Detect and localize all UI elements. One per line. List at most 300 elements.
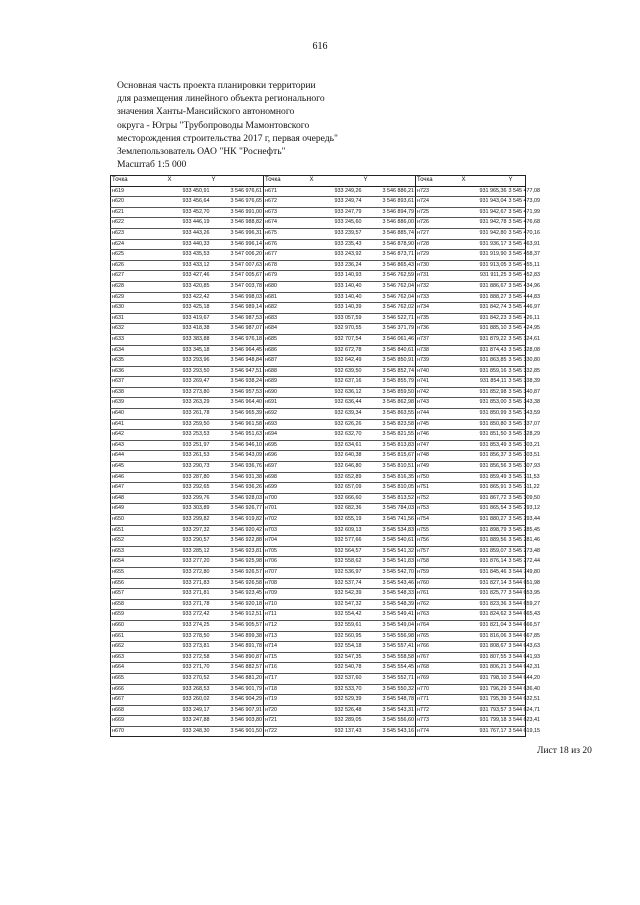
header-line: для размещения линейного объекта регионального bbox=[117, 93, 325, 105]
cell-x-1: 933 290,73 bbox=[167, 462, 211, 473]
cell-y-2: 3 546 762,59 bbox=[363, 271, 416, 282]
table-row bbox=[111, 292, 526, 303]
cell-x-3: 931 859,49 bbox=[461, 472, 508, 483]
cell-x-2: 932 564,57 bbox=[309, 546, 363, 557]
cell-y-3: 3 545 307,93 bbox=[508, 462, 526, 473]
cell-y-3: 3 545 303,21 bbox=[508, 440, 526, 451]
cell-x-2: 932 639,50 bbox=[309, 366, 363, 377]
cell-point-3: н725 bbox=[416, 207, 461, 218]
cell-x-2: 932 642,49 bbox=[309, 356, 363, 367]
cell-y-2: 3 545 810,51 bbox=[363, 462, 416, 473]
cell-point-3: н729 bbox=[416, 250, 461, 261]
cell-point-2: н699 bbox=[264, 483, 309, 494]
cell-point-2: н688 bbox=[264, 366, 309, 377]
cell-point-2: н672 bbox=[264, 197, 309, 208]
cell-x-3: 931 856,37 bbox=[461, 451, 508, 462]
cell-point-3: н726 bbox=[416, 218, 461, 229]
cell-y-2: 3 545 741,56 bbox=[363, 515, 416, 526]
cell-point-2: н690 bbox=[264, 387, 309, 398]
cell-point-1: н661 bbox=[111, 631, 167, 642]
cell-point-1: н623 bbox=[111, 228, 167, 239]
cell-y-3: 3 545 426,11 bbox=[508, 313, 526, 324]
cell-y-3: 3 545 328,08 bbox=[508, 345, 526, 356]
cell-x-3: 931 911,25 bbox=[461, 271, 508, 282]
cell-y-1: 3 546 961,58 bbox=[211, 419, 264, 430]
table-row bbox=[111, 620, 526, 631]
cell-point-2: н698 bbox=[264, 472, 309, 483]
cell-y-1: 3 546 976,65 bbox=[211, 197, 264, 208]
cell-y-1: 3 546 923,45 bbox=[211, 589, 264, 600]
cell-x-3: 931 806,21 bbox=[461, 663, 508, 674]
cell-point-1: н667 bbox=[111, 695, 167, 706]
cell-y-1: 3 546 919,82 bbox=[211, 515, 264, 526]
cell-point-3: н735 bbox=[416, 313, 461, 324]
cell-x-1: 933 422,42 bbox=[167, 292, 211, 303]
cell-x-1: 933 271,83 bbox=[167, 578, 211, 589]
cell-x-1: 933 274,25 bbox=[167, 620, 211, 631]
cell-y-3: 3 545 293,12 bbox=[508, 504, 526, 515]
cell-point-1: н668 bbox=[111, 705, 167, 716]
cell-point-3: н739 bbox=[416, 356, 461, 367]
cell-point-1: н650 bbox=[111, 515, 167, 526]
cell-point-1: н636 bbox=[111, 366, 167, 377]
cell-point-1: н638 bbox=[111, 387, 167, 398]
cell-y-3: 3 544 624,71 bbox=[508, 705, 526, 716]
cell-point-2: н680 bbox=[264, 281, 309, 292]
cell-x-3: 931 842,23 bbox=[461, 313, 508, 324]
cell-y-2: 3 546 061,46 bbox=[363, 334, 416, 345]
cell-y-3: 3 545 324,61 bbox=[508, 334, 526, 345]
cell-x-1: 933 260,02 bbox=[167, 695, 211, 706]
cell-x-1: 933 420,85 bbox=[167, 281, 211, 292]
cell-point-2: н710 bbox=[264, 599, 309, 610]
cell-y-3: 3 544 636,40 bbox=[508, 684, 526, 695]
table-row bbox=[111, 546, 526, 557]
cell-point-1: н663 bbox=[111, 652, 167, 663]
cell-y-3: 3 545 273,48 bbox=[508, 546, 526, 557]
page-number: 616 bbox=[312, 41, 328, 52]
cell-point-2: н683 bbox=[264, 313, 309, 324]
table-row bbox=[111, 303, 526, 314]
cell-x-1: 933 443,26 bbox=[167, 228, 211, 239]
cell-y-2: 3 545 543,16 bbox=[363, 726, 416, 737]
cell-point-1: н622 bbox=[111, 218, 167, 229]
cell-point-2: н671 bbox=[264, 186, 309, 197]
cell-x-2: 933 057,59 bbox=[309, 313, 363, 324]
cell-x-2: 932 289,05 bbox=[309, 716, 363, 727]
col-header-y-2: Y bbox=[363, 176, 416, 187]
cell-x-2: 933 140,93 bbox=[309, 271, 363, 282]
cell-y-2: 3 546 762,04 bbox=[363, 281, 416, 292]
col-header-y-3: Y bbox=[508, 176, 526, 187]
cell-x-3: 931 888,27 bbox=[461, 292, 508, 303]
cell-point-2: н720 bbox=[264, 705, 309, 716]
cell-y-3: 3 545 434,96 bbox=[508, 281, 526, 292]
cell-point-3: н760 bbox=[416, 578, 461, 589]
cell-point-2: н718 bbox=[264, 684, 309, 695]
cell-y-2: 3 545 813,52 bbox=[363, 493, 416, 504]
cell-x-1: 933 272,58 bbox=[167, 652, 211, 663]
cell-y-2: 3 546 886,00 bbox=[363, 218, 416, 229]
cell-y-3: 3 545 458,37 bbox=[508, 250, 526, 261]
table-row bbox=[111, 398, 526, 409]
table-row bbox=[111, 260, 526, 271]
cell-point-1: н626 bbox=[111, 260, 167, 271]
cell-y-2: 3 546 886,21 bbox=[363, 186, 416, 197]
col-header-x-3: X bbox=[461, 176, 508, 187]
cell-y-1: 3 546 957,53 bbox=[211, 387, 264, 398]
cell-point-3: н757 bbox=[416, 546, 461, 557]
cell-point-1: н649 bbox=[111, 504, 167, 515]
cell-x-2: 932 970,55 bbox=[309, 324, 363, 335]
cell-y-1: 3 546 923,81 bbox=[211, 546, 264, 557]
cell-x-3: 931 808,67 bbox=[461, 642, 508, 653]
table-row bbox=[111, 483, 526, 494]
table-row bbox=[111, 525, 526, 536]
cell-x-3: 931 842,74 bbox=[461, 303, 508, 314]
table-row bbox=[111, 599, 526, 610]
cell-x-1: 933 261,78 bbox=[167, 409, 211, 420]
cell-point-1: н644 bbox=[111, 451, 167, 462]
cell-point-3: н770 bbox=[416, 684, 461, 695]
cell-point-2: н689 bbox=[264, 377, 309, 388]
header-line: Основная часть проекта планировки территории bbox=[117, 80, 316, 91]
cell-y-3: 3 545 332,85 bbox=[508, 366, 526, 377]
cell-y-2: 3 545 558,58 bbox=[363, 652, 416, 663]
header-line: значения Ханты-Мансийского автономного bbox=[117, 106, 295, 118]
table-row bbox=[111, 239, 526, 250]
cell-x-1: 933 383,88 bbox=[167, 334, 211, 345]
cell-y-1: 3 546 901,50 bbox=[211, 726, 264, 737]
cell-y-1: 3 546 947,51 bbox=[211, 366, 264, 377]
cell-x-2: 933 249,26 bbox=[309, 186, 363, 197]
cell-y-3: 3 545 338,39 bbox=[508, 377, 526, 388]
cell-x-3: 931 852,98 bbox=[461, 387, 508, 398]
cell-y-3: 3 544 619,15 bbox=[508, 726, 526, 737]
cell-x-3: 931 880,27 bbox=[461, 515, 508, 526]
cell-point-3: н734 bbox=[416, 303, 461, 314]
cell-point-1: н642 bbox=[111, 430, 167, 441]
cell-point-2: н673 bbox=[264, 207, 309, 218]
cell-y-3: 3 545 477,08 bbox=[508, 186, 526, 197]
cell-x-3: 931 856,56 bbox=[461, 462, 508, 473]
cell-x-1: 933 427,46 bbox=[167, 271, 211, 282]
table-row bbox=[111, 493, 526, 504]
cell-point-3: н761 bbox=[416, 589, 461, 600]
cell-point-1: н652 bbox=[111, 536, 167, 547]
cell-x-2: 932 537,74 bbox=[309, 578, 363, 589]
cell-point-3: н751 bbox=[416, 483, 461, 494]
cell-x-1: 933 259,50 bbox=[167, 419, 211, 430]
cell-point-2: н695 bbox=[264, 440, 309, 451]
cell-y-1: 3 546 948,84 bbox=[211, 356, 264, 367]
cell-y-2: 3 545 859,50 bbox=[363, 387, 416, 398]
cell-point-2: н702 bbox=[264, 515, 309, 526]
cell-point-2: н716 bbox=[264, 663, 309, 674]
cell-x-3: 931 859,07 bbox=[461, 546, 508, 557]
cell-x-1: 933 278,50 bbox=[167, 631, 211, 642]
cell-y-1: 3 546 936,76 bbox=[211, 462, 264, 473]
cell-point-3: н759 bbox=[416, 567, 461, 578]
cell-point-3: н732 bbox=[416, 281, 461, 292]
cell-point-3: н740 bbox=[416, 366, 461, 377]
cell-y-3: 3 544 659,27 bbox=[508, 599, 526, 610]
cell-x-2: 932 682,36 bbox=[309, 504, 363, 515]
table-row bbox=[111, 250, 526, 261]
cell-point-3: н768 bbox=[416, 663, 461, 674]
cell-y-1: 3 546 881,20 bbox=[211, 673, 264, 684]
header-line: месторождения строительства 2017 г, первая очередь" bbox=[117, 132, 338, 144]
table-row bbox=[111, 377, 526, 388]
cell-x-2: 932 636,44 bbox=[309, 398, 363, 409]
cell-y-1: 3 546 965,39 bbox=[211, 409, 264, 420]
cell-x-1: 933 271,78 bbox=[167, 599, 211, 610]
cell-x-2: 932 529,39 bbox=[309, 695, 363, 706]
cell-x-2: 932 640,38 bbox=[309, 451, 363, 462]
cell-x-1: 933 433,12 bbox=[167, 260, 211, 271]
cell-x-2: 932 637,16 bbox=[309, 377, 363, 388]
cell-x-2: 933 249,74 bbox=[309, 197, 363, 208]
cell-point-3: н762 bbox=[416, 599, 461, 610]
cell-y-1: 3 546 920,42 bbox=[211, 525, 264, 536]
table-row bbox=[111, 324, 526, 335]
cell-y-1: 3 546 964,40 bbox=[211, 398, 264, 409]
cell-x-3: 931 885,10 bbox=[461, 324, 508, 335]
cell-point-3: н741 bbox=[416, 377, 461, 388]
cell-x-1: 933 273,81 bbox=[167, 642, 211, 653]
cell-point-3: н733 bbox=[416, 292, 461, 303]
cell-x-3: 931 898,79 bbox=[461, 525, 508, 536]
cell-y-2: 3 545 823,58 bbox=[363, 419, 416, 430]
cell-y-3: 3 545 328,29 bbox=[508, 430, 526, 441]
cell-y-1: 3 546 987,07 bbox=[211, 324, 264, 335]
cell-point-2: н711 bbox=[264, 610, 309, 621]
cell-x-1: 933 419,67 bbox=[167, 313, 211, 324]
cell-x-2: 932 577,66 bbox=[309, 536, 363, 547]
cell-point-1: н639 bbox=[111, 398, 167, 409]
cell-x-3: 931 874,43 bbox=[461, 345, 508, 356]
cell-x-1: 933 271,81 bbox=[167, 589, 211, 600]
cell-x-3: 931 824,62 bbox=[461, 610, 508, 621]
cell-x-3: 931 863,85 bbox=[461, 356, 508, 367]
cell-y-2: 3 546 865,43 bbox=[363, 260, 416, 271]
cell-point-2: н717 bbox=[264, 673, 309, 684]
cell-point-3: н774 bbox=[416, 726, 461, 737]
cell-point-1: н641 bbox=[111, 419, 167, 430]
table-row bbox=[111, 228, 526, 239]
cell-y-2: 3 546 873,71 bbox=[363, 250, 416, 261]
cell-x-2: 932 646,80 bbox=[309, 462, 363, 473]
cell-x-2: 932 609,13 bbox=[309, 525, 363, 536]
cell-x-1: 933 285,12 bbox=[167, 546, 211, 557]
cell-y-3: 3 545 471,99 bbox=[508, 207, 526, 218]
table-row bbox=[111, 281, 526, 292]
cell-point-1: н635 bbox=[111, 356, 167, 367]
cell-point-3: н727 bbox=[416, 228, 461, 239]
cell-x-1: 933 293,50 bbox=[167, 366, 211, 377]
cell-point-3: н724 bbox=[416, 197, 461, 208]
table-row bbox=[111, 610, 526, 621]
cell-x-1: 933 269,47 bbox=[167, 377, 211, 388]
cell-y-1: 3 546 891,78 bbox=[211, 642, 264, 653]
cell-x-2: 933 235,43 bbox=[309, 239, 363, 250]
cell-y-2: 3 545 548,39 bbox=[363, 599, 416, 610]
table-row bbox=[111, 536, 526, 547]
cell-point-2: н722 bbox=[264, 726, 309, 737]
cell-y-2: 3 545 543,46 bbox=[363, 578, 416, 589]
cell-x-3: 931 919,90 bbox=[461, 250, 508, 261]
cell-point-3: н756 bbox=[416, 536, 461, 547]
cell-y-3: 3 545 311,53 bbox=[508, 472, 526, 483]
table-row bbox=[111, 462, 526, 473]
cell-point-2: н696 bbox=[264, 451, 309, 462]
cell-y-2: 3 545 550,32 bbox=[363, 684, 416, 695]
cell-x-2: 932 558,62 bbox=[309, 557, 363, 568]
cell-y-3: 3 545 272,44 bbox=[508, 557, 526, 568]
cell-y-3: 3 545 446,97 bbox=[508, 303, 526, 314]
cell-y-3: 3 544 665,43 bbox=[508, 610, 526, 621]
cell-point-1: н643 bbox=[111, 440, 167, 451]
cell-y-1: 3 546 987,53 bbox=[211, 313, 264, 324]
cell-x-1: 933 293,96 bbox=[167, 356, 211, 367]
cell-y-1: 3 546 920,18 bbox=[211, 599, 264, 610]
cell-y-1: 3 547 006,20 bbox=[211, 250, 264, 261]
table-row bbox=[111, 366, 526, 377]
cell-x-2: 933 245,60 bbox=[309, 218, 363, 229]
cell-x-2: 933 140,40 bbox=[309, 292, 363, 303]
cell-point-2: н687 bbox=[264, 356, 309, 367]
cell-x-3: 931 798,10 bbox=[461, 673, 508, 684]
cell-point-3: н723 bbox=[416, 186, 461, 197]
table-row bbox=[111, 334, 526, 345]
cell-y-1: 3 546 912,51 bbox=[211, 610, 264, 621]
cell-x-3: 931 886,67 bbox=[461, 281, 508, 292]
cell-x-2: 932 547,32 bbox=[309, 599, 363, 610]
cell-y-2: 3 545 850,91 bbox=[363, 356, 416, 367]
cell-y-2: 3 546 885,74 bbox=[363, 228, 416, 239]
cell-x-2: 932 655,19 bbox=[309, 515, 363, 526]
cell-y-1: 3 546 926,77 bbox=[211, 504, 264, 515]
cell-y-1: 3 546 899,38 bbox=[211, 631, 264, 642]
cell-point-1: н659 bbox=[111, 610, 167, 621]
cell-y-2: 3 545 852,74 bbox=[363, 366, 416, 377]
cell-point-1: н670 bbox=[111, 726, 167, 737]
cell-x-1: 933 251,97 bbox=[167, 440, 211, 451]
cell-x-3: 931 876,14 bbox=[461, 557, 508, 568]
cell-point-3: н758 bbox=[416, 557, 461, 568]
cell-x-2: 932 559,61 bbox=[309, 620, 363, 631]
cell-y-3: 3 545 340,87 bbox=[508, 387, 526, 398]
cell-y-2: 3 546 893,61 bbox=[363, 197, 416, 208]
cell-x-3: 931 879,22 bbox=[461, 334, 508, 345]
cell-y-1: 3 546 943,09 bbox=[211, 451, 264, 462]
cell-y-2: 3 546 762,04 bbox=[363, 292, 416, 303]
table-row bbox=[111, 313, 526, 324]
cell-y-3: 3 545 343,38 bbox=[508, 398, 526, 409]
cell-x-1: 933 263,29 bbox=[167, 398, 211, 409]
cell-y-2: 3 546 522,71 bbox=[363, 313, 416, 324]
cell-x-3: 931 767,17 bbox=[461, 726, 508, 737]
cell-point-2: н714 bbox=[264, 642, 309, 653]
cell-y-3: 3 545 281,46 bbox=[508, 536, 526, 547]
cell-x-1: 933 261,53 bbox=[167, 451, 211, 462]
cell-point-3: н765 bbox=[416, 631, 461, 642]
cell-y-1: 3 546 928,03 bbox=[211, 493, 264, 504]
cell-y-2: 3 545 855,79 bbox=[363, 377, 416, 388]
table-row bbox=[111, 663, 526, 674]
cell-x-1: 933 247,88 bbox=[167, 716, 211, 727]
table-row bbox=[111, 271, 526, 282]
table-body bbox=[111, 186, 540, 737]
cell-x-1: 933 446,19 bbox=[167, 218, 211, 229]
table-row bbox=[111, 716, 526, 727]
col-header-y-1: Y bbox=[211, 176, 264, 187]
cell-point-1: н651 bbox=[111, 525, 167, 536]
cell-x-3: 931 851,50 bbox=[461, 430, 508, 441]
cell-y-2: 3 545 863,55 bbox=[363, 409, 416, 420]
cell-point-3: н766 bbox=[416, 642, 461, 653]
table-row bbox=[111, 695, 526, 706]
cell-point-2: н686 bbox=[264, 345, 309, 356]
cell-y-1: 3 546 938,24 bbox=[211, 377, 264, 388]
table-row bbox=[111, 642, 526, 653]
cell-x-3: 931 827,14 bbox=[461, 578, 508, 589]
cell-x-1: 933 299,82 bbox=[167, 515, 211, 526]
col-header-point-2: Точка bbox=[264, 176, 309, 187]
table-row bbox=[111, 673, 526, 684]
cell-point-1: н627 bbox=[111, 271, 167, 282]
cell-point-1: н647 bbox=[111, 483, 167, 494]
cell-point-3: н772 bbox=[416, 705, 461, 716]
cell-y-2: 3 545 554,45 bbox=[363, 663, 416, 674]
cell-point-1: н645 bbox=[111, 462, 167, 473]
cell-x-3: 931 799,18 bbox=[461, 716, 508, 727]
cell-y-2: 3 545 549,04 bbox=[363, 620, 416, 631]
cell-x-1: 933 272,80 bbox=[167, 567, 211, 578]
cell-x-3: 931 867,72 bbox=[461, 493, 508, 504]
cell-x-2: 933 247,79 bbox=[309, 207, 363, 218]
cell-x-3: 931 865,54 bbox=[461, 504, 508, 515]
cell-point-2: н682 bbox=[264, 303, 309, 314]
cell-y-1: 3 546 925,98 bbox=[211, 557, 264, 568]
cell-x-3: 931 859,16 bbox=[461, 366, 508, 377]
cell-y-1: 3 546 946,10 bbox=[211, 440, 264, 451]
cell-y-1: 3 546 907,91 bbox=[211, 705, 264, 716]
cell-y-2: 3 545 541,83 bbox=[363, 557, 416, 568]
cell-y-2: 3 545 534,83 bbox=[363, 525, 416, 536]
cell-point-1: н666 bbox=[111, 684, 167, 695]
cell-point-1: н632 bbox=[111, 324, 167, 335]
cell-x-1: 933 273,80 bbox=[167, 387, 211, 398]
cell-point-1: н657 bbox=[111, 589, 167, 600]
cell-y-3: 3 545 337,07 bbox=[508, 419, 526, 430]
cell-point-3: н743 bbox=[416, 398, 461, 409]
cell-point-2: н719 bbox=[264, 695, 309, 706]
cell-point-2: н679 bbox=[264, 271, 309, 282]
table-row bbox=[111, 515, 526, 526]
cell-x-1: 933 450,91 bbox=[167, 186, 211, 197]
cell-y-3: 3 545 470,16 bbox=[508, 228, 526, 239]
cell-point-2: н705 bbox=[264, 546, 309, 557]
col-header-x-2: X bbox=[309, 176, 363, 187]
cell-x-2: 932 537,60 bbox=[309, 673, 363, 684]
cell-point-3: н749 bbox=[416, 462, 461, 473]
col-header-point-1: Точка bbox=[111, 176, 167, 187]
cell-point-2: н708 bbox=[264, 578, 309, 589]
cell-y-3: 3 544 643,63 bbox=[508, 642, 526, 653]
cell-y-3: 3 545 293,44 bbox=[508, 515, 526, 526]
cell-x-3: 931 889,56 bbox=[461, 536, 508, 547]
